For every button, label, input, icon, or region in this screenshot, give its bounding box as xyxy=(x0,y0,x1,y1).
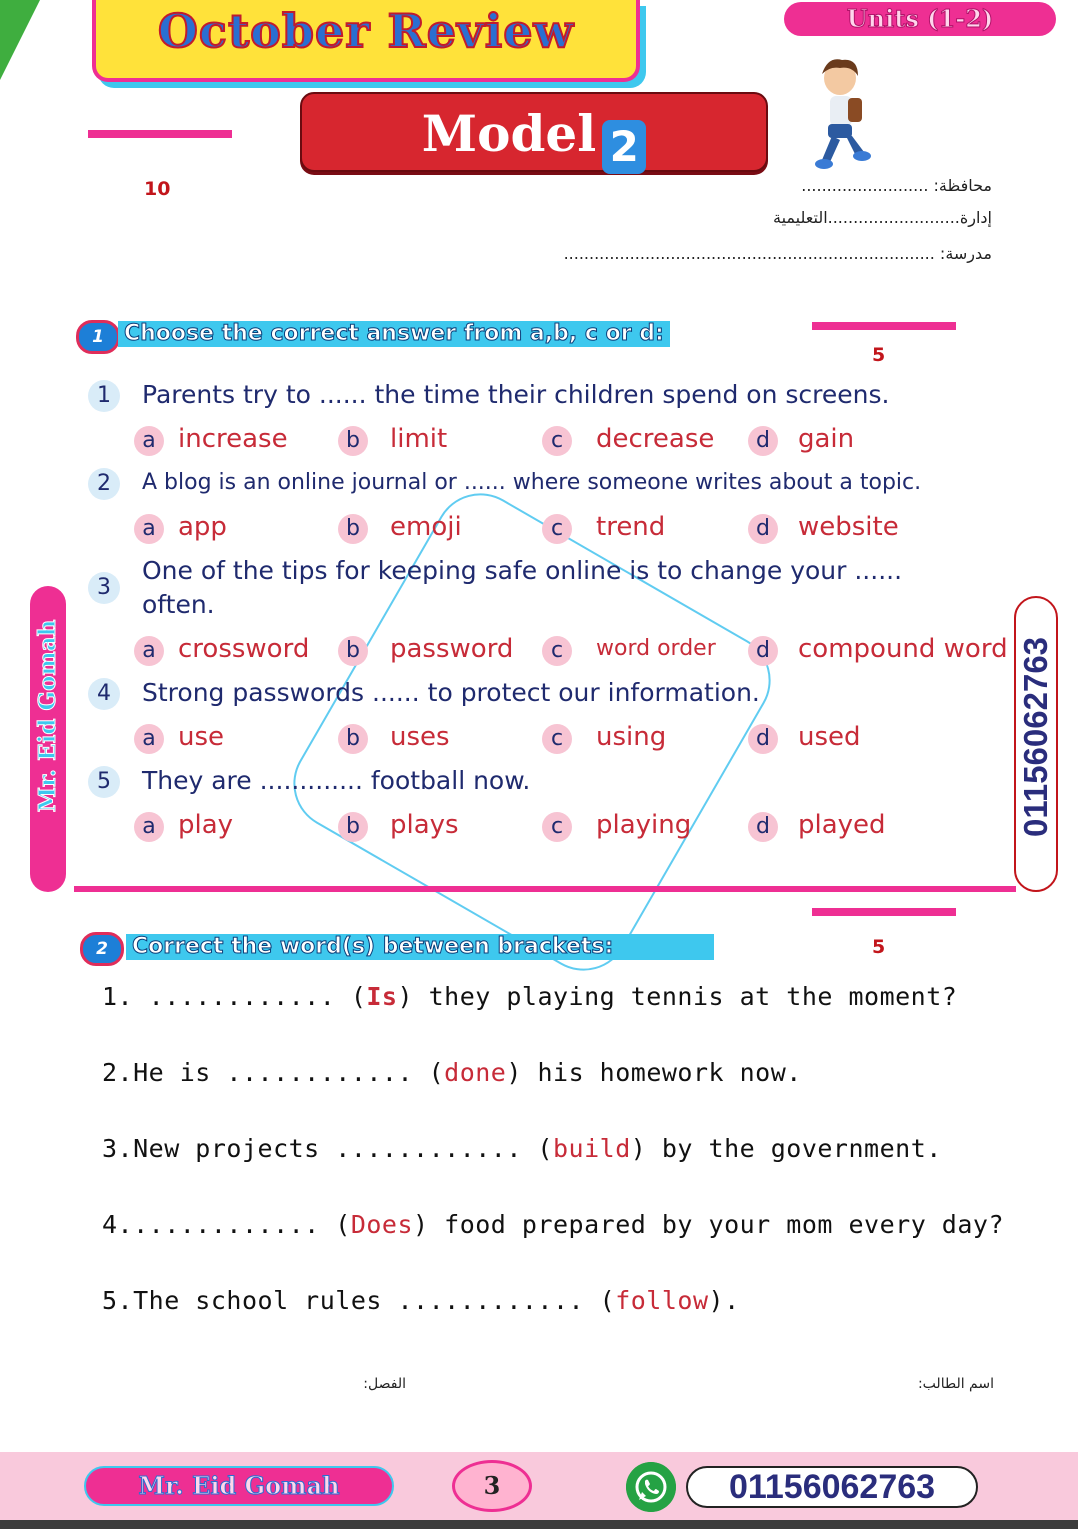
option-letter-b: b xyxy=(338,812,368,842)
section-2-score: 5 xyxy=(872,936,886,958)
governorate-field: محافظة: ......................... xyxy=(801,176,992,195)
question-4-text: Strong passwords ...... to protect our information. xyxy=(142,678,760,707)
option-letter-c: c xyxy=(542,426,572,456)
total-score: 10 xyxy=(144,178,171,200)
option-letter-b: b xyxy=(338,514,368,544)
option-letter-a: a xyxy=(134,514,164,544)
option-letter-d: d xyxy=(748,724,778,754)
green-corner-decoration xyxy=(0,0,40,80)
footer-edge xyxy=(0,1520,1078,1529)
q4-option-d[interactable]: used xyxy=(798,722,861,752)
option-letter-a: a xyxy=(134,426,164,456)
question-2-text: A blog is an online journal or ...... where someone writes about a topic. xyxy=(142,470,922,495)
q3-option-d[interactable]: compound word xyxy=(798,634,1008,664)
question-5-text: They are ............. football now. xyxy=(142,766,531,795)
option-letter-c: c xyxy=(542,724,572,754)
section-2-number: 2 xyxy=(80,932,124,966)
question-4-number: 4 xyxy=(88,678,120,710)
correction-item-2: 2.He is ............ (done) his homework now. xyxy=(102,1058,802,1087)
q4-option-c[interactable]: using xyxy=(596,722,667,752)
question-1-text: Parents try to ...... the time their children spend on screens. xyxy=(142,380,890,409)
section-1-score: 5 xyxy=(872,344,886,366)
student-name-field: اسم الطالب: xyxy=(917,1376,994,1392)
q2-option-c[interactable]: trend xyxy=(596,512,666,542)
section-1-score-line xyxy=(812,322,956,330)
whatsapp-icon xyxy=(626,1462,676,1512)
q4-option-a[interactable]: use xyxy=(178,722,225,752)
q2-option-b[interactable]: emoji xyxy=(390,512,462,542)
class-field: الفصل: xyxy=(363,1376,406,1392)
page-number: 3 xyxy=(452,1460,532,1512)
bracket-word: build xyxy=(553,1134,631,1163)
option-letter-b: b xyxy=(338,426,368,456)
side-phone-number: 01156062763 xyxy=(1017,636,1054,838)
q3-option-c[interactable]: word order xyxy=(596,636,716,661)
question-3-text-line1: One of the tips for keeping safe online is to change your ...... xyxy=(142,556,903,585)
administration-field: إدارة..........................التعليمية xyxy=(772,208,992,227)
q5-option-d[interactable]: played xyxy=(798,810,886,840)
bracket-word: done xyxy=(444,1058,507,1087)
bracket-word: Is xyxy=(366,982,398,1011)
correction-item-1: 1. ............ (Is) they playing tennis at the moment? xyxy=(102,982,958,1011)
q2-option-d[interactable]: website xyxy=(798,512,899,542)
units-badge: Units (1-2) xyxy=(784,2,1056,36)
q5-option-b[interactable]: plays xyxy=(390,810,459,840)
option-letter-d: d xyxy=(748,514,778,544)
question-3-number: 3 xyxy=(88,572,120,604)
question-1-number: 1 xyxy=(88,380,120,412)
question-2-number: 2 xyxy=(88,468,120,500)
pink-divider-left xyxy=(88,130,232,138)
q1-option-b[interactable]: limit xyxy=(390,424,448,454)
option-letter-b: b xyxy=(338,724,368,754)
page-title: October Review xyxy=(157,4,575,58)
bracket-word: Does xyxy=(350,1210,414,1239)
model-number: 2 xyxy=(602,120,646,174)
question-5-number: 5 xyxy=(88,766,120,798)
q4-option-b[interactable]: uses xyxy=(390,722,450,752)
option-letter-c: c xyxy=(542,514,572,544)
option-letter-c: c xyxy=(542,812,572,842)
section-1-number: 1 xyxy=(76,320,120,354)
correction-item-3: 3.New projects ............ (build) by the government. xyxy=(102,1134,942,1163)
option-letter-d: d xyxy=(748,636,778,666)
q1-option-d[interactable]: gain xyxy=(798,424,855,454)
section-2-title: Correct the word(s) between brackets: xyxy=(126,934,714,960)
section-divider xyxy=(74,886,1016,892)
option-letter-b: b xyxy=(338,636,368,666)
option-letter-c: c xyxy=(542,636,572,666)
option-letter-d: d xyxy=(748,812,778,842)
q5-option-a[interactable]: play xyxy=(178,810,234,840)
q2-option-a[interactable]: app xyxy=(178,512,227,542)
running-boy-illustration xyxy=(808,56,872,174)
option-letter-a: a xyxy=(134,636,164,666)
model-label: Model xyxy=(421,104,597,163)
q3-option-b[interactable]: password xyxy=(390,634,514,664)
q5-option-c[interactable]: playing xyxy=(596,810,692,840)
correction-item-5: 5.The school rules ............ (follow). xyxy=(102,1286,740,1315)
q1-option-c[interactable]: decrease xyxy=(596,424,715,454)
section-2-score-line xyxy=(812,908,956,916)
school-field: مدرسة: ......................................................................... xyxy=(563,244,992,263)
footer-teacher-name: Mr. Eid Gomah xyxy=(84,1466,394,1506)
q3-option-a[interactable]: crossword xyxy=(178,634,310,664)
side-teacher-name: Mr. Eid Gomah xyxy=(34,619,61,813)
title-banner xyxy=(92,0,640,82)
option-letter-a: a xyxy=(134,724,164,754)
option-letter-d: d xyxy=(748,426,778,456)
bracket-word: follow xyxy=(615,1286,709,1315)
question-3-text-line2: often. xyxy=(142,590,215,619)
section-1-title: Choose the correct answer from a,b, c or d: xyxy=(118,321,670,347)
q1-option-a[interactable]: increase xyxy=(178,424,288,454)
footer-phone-number[interactable]: 01156062763 xyxy=(686,1466,978,1508)
model-banner xyxy=(300,92,768,172)
option-letter-a: a xyxy=(134,812,164,842)
correction-item-4: 4............. (Does) food prepared by your mom every day? xyxy=(102,1210,1004,1239)
